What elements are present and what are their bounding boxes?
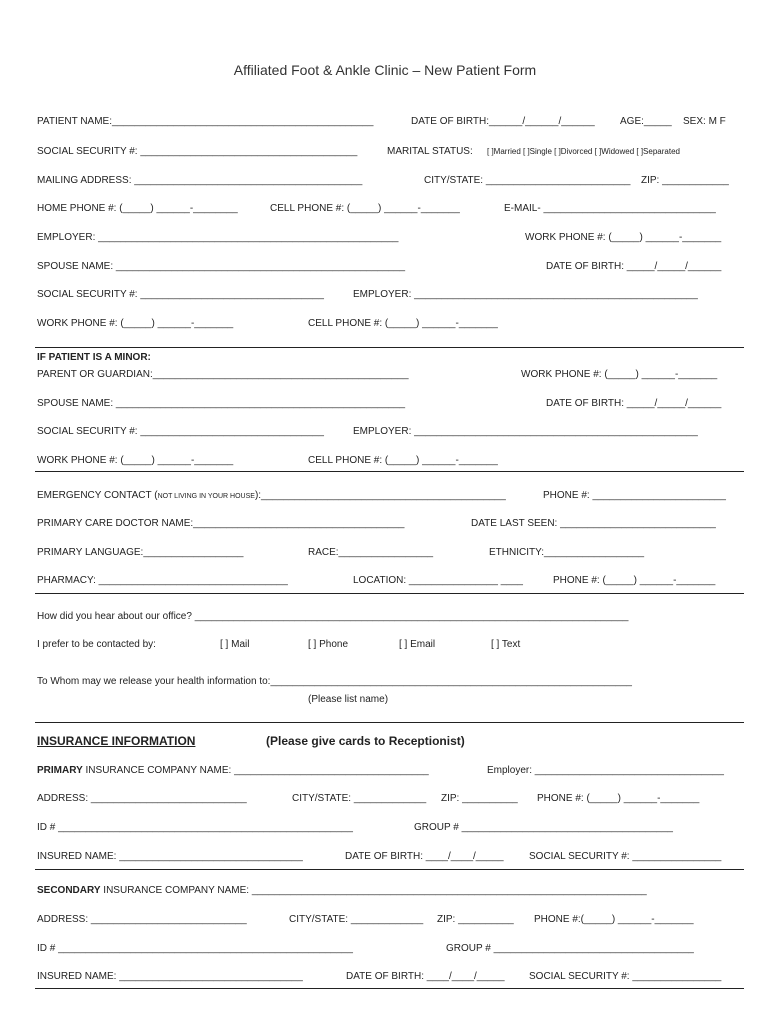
secondary-insured-dob-field[interactable]: DATE OF BIRTH: ____/____/_____: [346, 971, 505, 982]
primary-city-field[interactable]: CITY/STATE: _____________: [292, 793, 427, 804]
primary-insurance-row: [37, 763, 742, 779]
section-divider: [35, 471, 744, 472]
marital-status-label: MARITAL STATUS:: [387, 146, 473, 157]
city-state-field[interactable]: CITY/STATE: __________________________: [424, 175, 631, 186]
secondary-insured-ssn-field[interactable]: SOCIAL SECURITY #: ________________: [529, 971, 722, 982]
release-note-row: [37, 692, 742, 708]
primary-insured-dob-field[interactable]: DATE OF BIRTH: ____/____/_____: [345, 851, 504, 862]
date-last-seen-field[interactable]: DATE LAST SEEN: ____________________________: [471, 518, 716, 529]
section-divider: [35, 869, 744, 870]
pharmacy-phone-field[interactable]: PHONE #: (_____) ______-_______: [553, 575, 716, 586]
primary-language-field[interactable]: PRIMARY LANGUAGE:__________________: [37, 547, 244, 558]
secondary-id-row: [37, 941, 742, 957]
pharmacy-field[interactable]: PHARMACY: __________________________________: [37, 575, 288, 586]
primary-insured-field[interactable]: INSURED NAME: _________________________________: [37, 851, 303, 862]
emergency-phone-field[interactable]: PHONE #: ________________________: [543, 490, 726, 501]
patient-row-5: [37, 230, 742, 246]
secondary-id-field[interactable]: ID # _____________________________________________________: [37, 943, 353, 954]
secondary-zip-field[interactable]: ZIP: __________: [437, 914, 514, 925]
secondary-city-field[interactable]: CITY/STATE: _____________: [289, 914, 424, 925]
minor-row-1: [37, 367, 742, 383]
minor-heading: IF PATIENT IS A MINOR:: [37, 352, 151, 363]
insurance-heading: INSURANCE INFORMATION: [37, 734, 196, 748]
secondary-address-field[interactable]: ADDRESS: ____________________________: [37, 914, 247, 925]
primary-label: PRIMARY: [37, 765, 83, 776]
emergency-line: ):____________________________________________: [254, 490, 506, 501]
primary-id-row: [37, 820, 742, 836]
patient-row-8: [37, 316, 742, 332]
hear-about-row: [37, 609, 742, 625]
patient-ssn-field[interactable]: SOCIAL SECURITY #: _______________________________________: [37, 146, 358, 157]
contact-text-checkbox[interactable]: [ ] Text: [491, 639, 521, 650]
minor-row-4: [37, 453, 742, 469]
section-divider: [35, 722, 744, 723]
hear-about-field[interactable]: How did you hear about our office? ______________________________________________________________________________: [37, 611, 629, 622]
secondary-phone-field[interactable]: PHONE #:(_____) ______-_______: [534, 914, 694, 925]
primary-zip-field[interactable]: ZIP: __________: [441, 793, 518, 804]
patient-row-4: [37, 201, 742, 217]
contact-pref-label: I prefer to be contacted by:: [37, 639, 156, 650]
secondary-insured-row: [37, 969, 742, 985]
primary-doctor-field[interactable]: PRIMARY CARE DOCTOR NAME:______________________________________: [37, 518, 405, 529]
minor-spouse-name-field[interactable]: SPOUSE NAME: ____________________________________________________: [37, 398, 406, 409]
contact-phone-checkbox[interactable]: [ ] Phone: [308, 639, 349, 650]
secondary-label: SECONDARY: [37, 885, 101, 896]
home-phone-field[interactable]: HOME PHONE #: (_____) ______-________: [37, 203, 238, 214]
primary-insurance-field[interactable]: [37, 763, 429, 779]
primary-address-row: [37, 791, 742, 807]
primary-group-field[interactable]: GROUP # ______________________________________: [414, 822, 673, 833]
minor-row-3: [37, 424, 742, 440]
doctor-row: [37, 516, 742, 532]
minor-employer-field[interactable]: EMPLOYER: ___________________________________________________: [353, 426, 698, 437]
minor-spouse-dob-field[interactable]: DATE OF BIRTH: _____/_____/______: [546, 398, 722, 409]
patient-row-2: [37, 144, 742, 160]
spouse-employer-field[interactable]: EMPLOYER: ___________________________________________________: [353, 289, 698, 300]
secondary-insured-field[interactable]: INSURED NAME: _________________________________: [37, 971, 303, 982]
section-divider: [35, 988, 744, 989]
primary-address-field[interactable]: ADDRESS: ____________________________: [37, 793, 247, 804]
spouse-name-field[interactable]: SPOUSE NAME: ____________________________________________________: [37, 261, 406, 272]
form-title: Affiliated Foot & Ankle Clinic – New Patient Form: [233, 62, 537, 78]
mailing-address-field[interactable]: MAILING ADDRESS: _________________________________________: [37, 175, 363, 186]
patient-row-7: [37, 287, 742, 303]
emergency-contact-field[interactable]: [37, 488, 506, 505]
language-row: [37, 545, 742, 561]
secondary-insurance-field[interactable]: [37, 883, 647, 899]
minor-cell-phone-field[interactable]: CELL PHONE #: (_____) ______-_______: [308, 455, 498, 466]
primary-phone-field[interactable]: PHONE #: (_____) ______-_______: [537, 793, 700, 804]
patient-name-field[interactable]: PATIENT NAME:_______________________________________________: [37, 116, 374, 127]
work-phone-field[interactable]: WORK PHONE #: (_____) ______-_______: [525, 232, 722, 243]
primary-employer-field[interactable]: Employer: __________________________________: [487, 765, 724, 776]
marital-status-options[interactable]: [ ]Married [ ]Single [ ]Divorced [ ]Widowed [ ]Separated: [487, 147, 680, 156]
patient-row-3: [37, 173, 742, 189]
minor-ssn-field[interactable]: SOCIAL SECURITY #: _________________________________: [37, 426, 324, 437]
insurance-note: (Please give cards to Receptionist): [266, 734, 465, 748]
secondary-group-field[interactable]: GROUP # ____________________________________: [446, 943, 694, 954]
spouse-cell-phone-field[interactable]: CELL PHONE #: (_____) ______-_______: [308, 318, 498, 329]
pharmacy-location-field[interactable]: LOCATION: ________________ ____: [353, 575, 523, 586]
primary-insured-row: [37, 849, 742, 865]
contact-email-checkbox[interactable]: [ ] Email: [399, 639, 436, 650]
spouse-dob-field[interactable]: DATE OF BIRTH: _____/_____/______: [546, 261, 722, 272]
section-divider: [35, 347, 744, 348]
contact-pref-row: [37, 637, 742, 653]
race-field[interactable]: RACE:_________________: [308, 547, 434, 558]
primary-insured-ssn-field[interactable]: SOCIAL SECURITY #: ________________: [529, 851, 722, 862]
email-field[interactable]: E-MAIL- _______________________________: [504, 203, 716, 214]
primary-id-field[interactable]: ID # _____________________________________________________: [37, 822, 353, 833]
release-row: [37, 674, 742, 690]
minor-work-phone-field[interactable]: WORK PHONE #: (_____) ______-_______: [37, 455, 234, 466]
secondary-insurance-row: [37, 883, 742, 899]
emergency-row: [37, 488, 742, 504]
patient-dob-field[interactable]: DATE OF BIRTH:______/______/______: [411, 116, 595, 127]
guardian-field[interactable]: PARENT OR GUARDIAN:______________________________________________: [37, 369, 409, 380]
release-note: (Please list name): [308, 694, 389, 705]
patient-row-6: [37, 259, 742, 275]
section-divider: [35, 593, 744, 594]
zip-field[interactable]: ZIP: ____________: [641, 175, 729, 186]
patient-sex-field[interactable]: SEX: M F: [683, 116, 726, 127]
pharmacy-row: [37, 573, 742, 589]
ethnicity-field[interactable]: ETHNICITY:__________________: [489, 547, 645, 558]
spouse-ssn-field[interactable]: SOCIAL SECURITY #: _________________________________: [37, 289, 324, 300]
cell-phone-field[interactable]: CELL PHONE #: (_____) ______-_______: [270, 203, 460, 214]
spouse-work-phone-field[interactable]: WORK PHONE #: (_____) ______-_______: [37, 318, 234, 329]
emergency-note: NOT LIVING IN YOUR HOUSE: [157, 493, 255, 500]
secondary-company-line: INSURANCE COMPANY NAME: _______________________________________________________________________: [100, 885, 647, 896]
primary-company-line: INSURANCE COMPANY NAME: ___________________________________: [82, 765, 429, 776]
emergency-label: EMERGENCY CONTACT (: [37, 490, 158, 501]
employer-field[interactable]: EMPLOYER: ______________________________________________________: [37, 232, 399, 243]
patient-age-field[interactable]: AGE:_____: [620, 116, 672, 127]
minor-row-2: [37, 396, 742, 412]
secondary-address-row: [37, 912, 742, 928]
release-info-field[interactable]: To Whom may we release your health information to:_________________________________________________________________: [37, 676, 632, 687]
guardian-work-phone-field[interactable]: WORK PHONE #: (_____) ______-_______: [521, 369, 718, 380]
patient-row-1: [37, 114, 742, 130]
contact-mail-checkbox[interactable]: [ ] Mail: [220, 639, 250, 650]
